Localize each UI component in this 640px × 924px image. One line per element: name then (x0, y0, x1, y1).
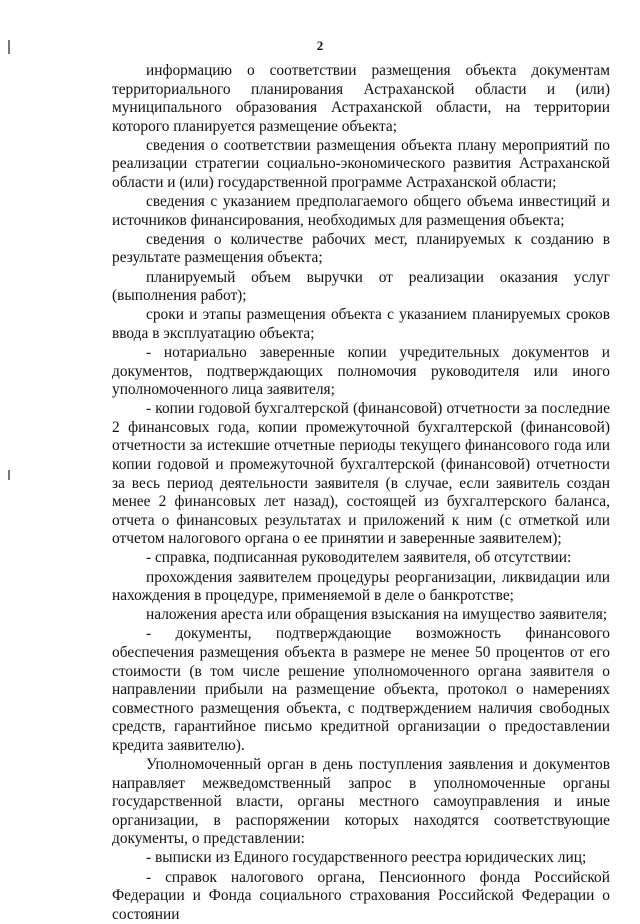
paragraph: - документы, подтверждающие возможность финансового обеспечения размещения объекта в размере не менее 50 процентов от его стоимости (в том числе решение уполномоченного органа заявителя о направлении прибыли на размещение объекта, протокол о намерениях совместного размещения объекта, с подтверждением наличия свободных средств, гарантийное письмо кредитной организации о предоставлении кредита заявителю). (112, 625, 610, 754)
paragraph: прохождения заявителем процедуры реорганизации, ликвидации или нахождения в процедуре, применяемой в деле о банкротстве; (112, 568, 610, 605)
paragraph: - нотариально заверенные копии учредительных документов и документов, подтверждающих полномочия руководителя или иного уполномоченного лица заявителя; (112, 343, 610, 399)
paragraph: сведения о соответствии размещения объекта плану мероприятий по реализации стратегии социально-экономического развития Астраханской области и (или) государственной программе Астраханской области; (112, 136, 610, 192)
paragraph: информацию о соответствии размещения объекта документам территориального планирования Астраханской области и (или) муниципального образования Астраханской области, на территории которого планируется размещение объекта; (112, 62, 610, 135)
paragraph: - копии годовой бухгалтерской (финансовой) отчетности за последние 2 финансовых года, копии промежуточной бухгалтерской (финансовой) отчетности за истекшие отчетные периоды текущего финансового года или копии годовой и промежуточной бухгалтерской (финансовой) отчетности за весь период деятельности заявителя (в случае, если заявитель создан менее 2 финансовых лет назад), состоящей из бухгалтерского баланса, отчета о финансовых результатах и приложений к ним (с отметкой или отчетом налогового органа о ее принятии и заверенные заявителем); (112, 400, 610, 548)
paragraph: сведения о количестве рабочих мест, планируемых к созданию в результате размещения объекта; (112, 230, 610, 267)
paragraph: - справка, подписанная руководителем заявителя, об отсутствии: (146, 549, 572, 567)
paragraph: сроки и этапы размещения объекта с указанием планируемых сроков ввода в эксплуатацию объекта; (112, 306, 610, 342)
paragraph: сведения с указанием предполагаемого общего объема инвестиций и источников финансирования, необходимых для размещения объекта; (112, 193, 610, 229)
paragraph: - выписки из Единого государственного реестра юридических лиц; (146, 849, 587, 867)
scan-edge-mark (8, 470, 10, 480)
document-body (112, 62, 610, 924)
paragraph: наложения ареста или обращения взыскания на имущество заявителя; (146, 606, 608, 624)
paragraph: Уполномоченный орган в день поступления заявления и документов направляет межведомственный запрос в уполномоченные органы государственной власти, органы местного самоуправления и иные организации, в распоряжении которых находятся соответствующие документы, о представлении: (112, 755, 610, 848)
page-number: 2 (316, 38, 324, 53)
paragraph: планируемый объем выручки от реализации оказания услуг (выполнения работ); (112, 268, 610, 305)
paragraph: - справок налогового органа, Пенсионного фонда Российской Федерации и Фонда социального страхования Российской Федерации о состоянии (112, 868, 610, 923)
